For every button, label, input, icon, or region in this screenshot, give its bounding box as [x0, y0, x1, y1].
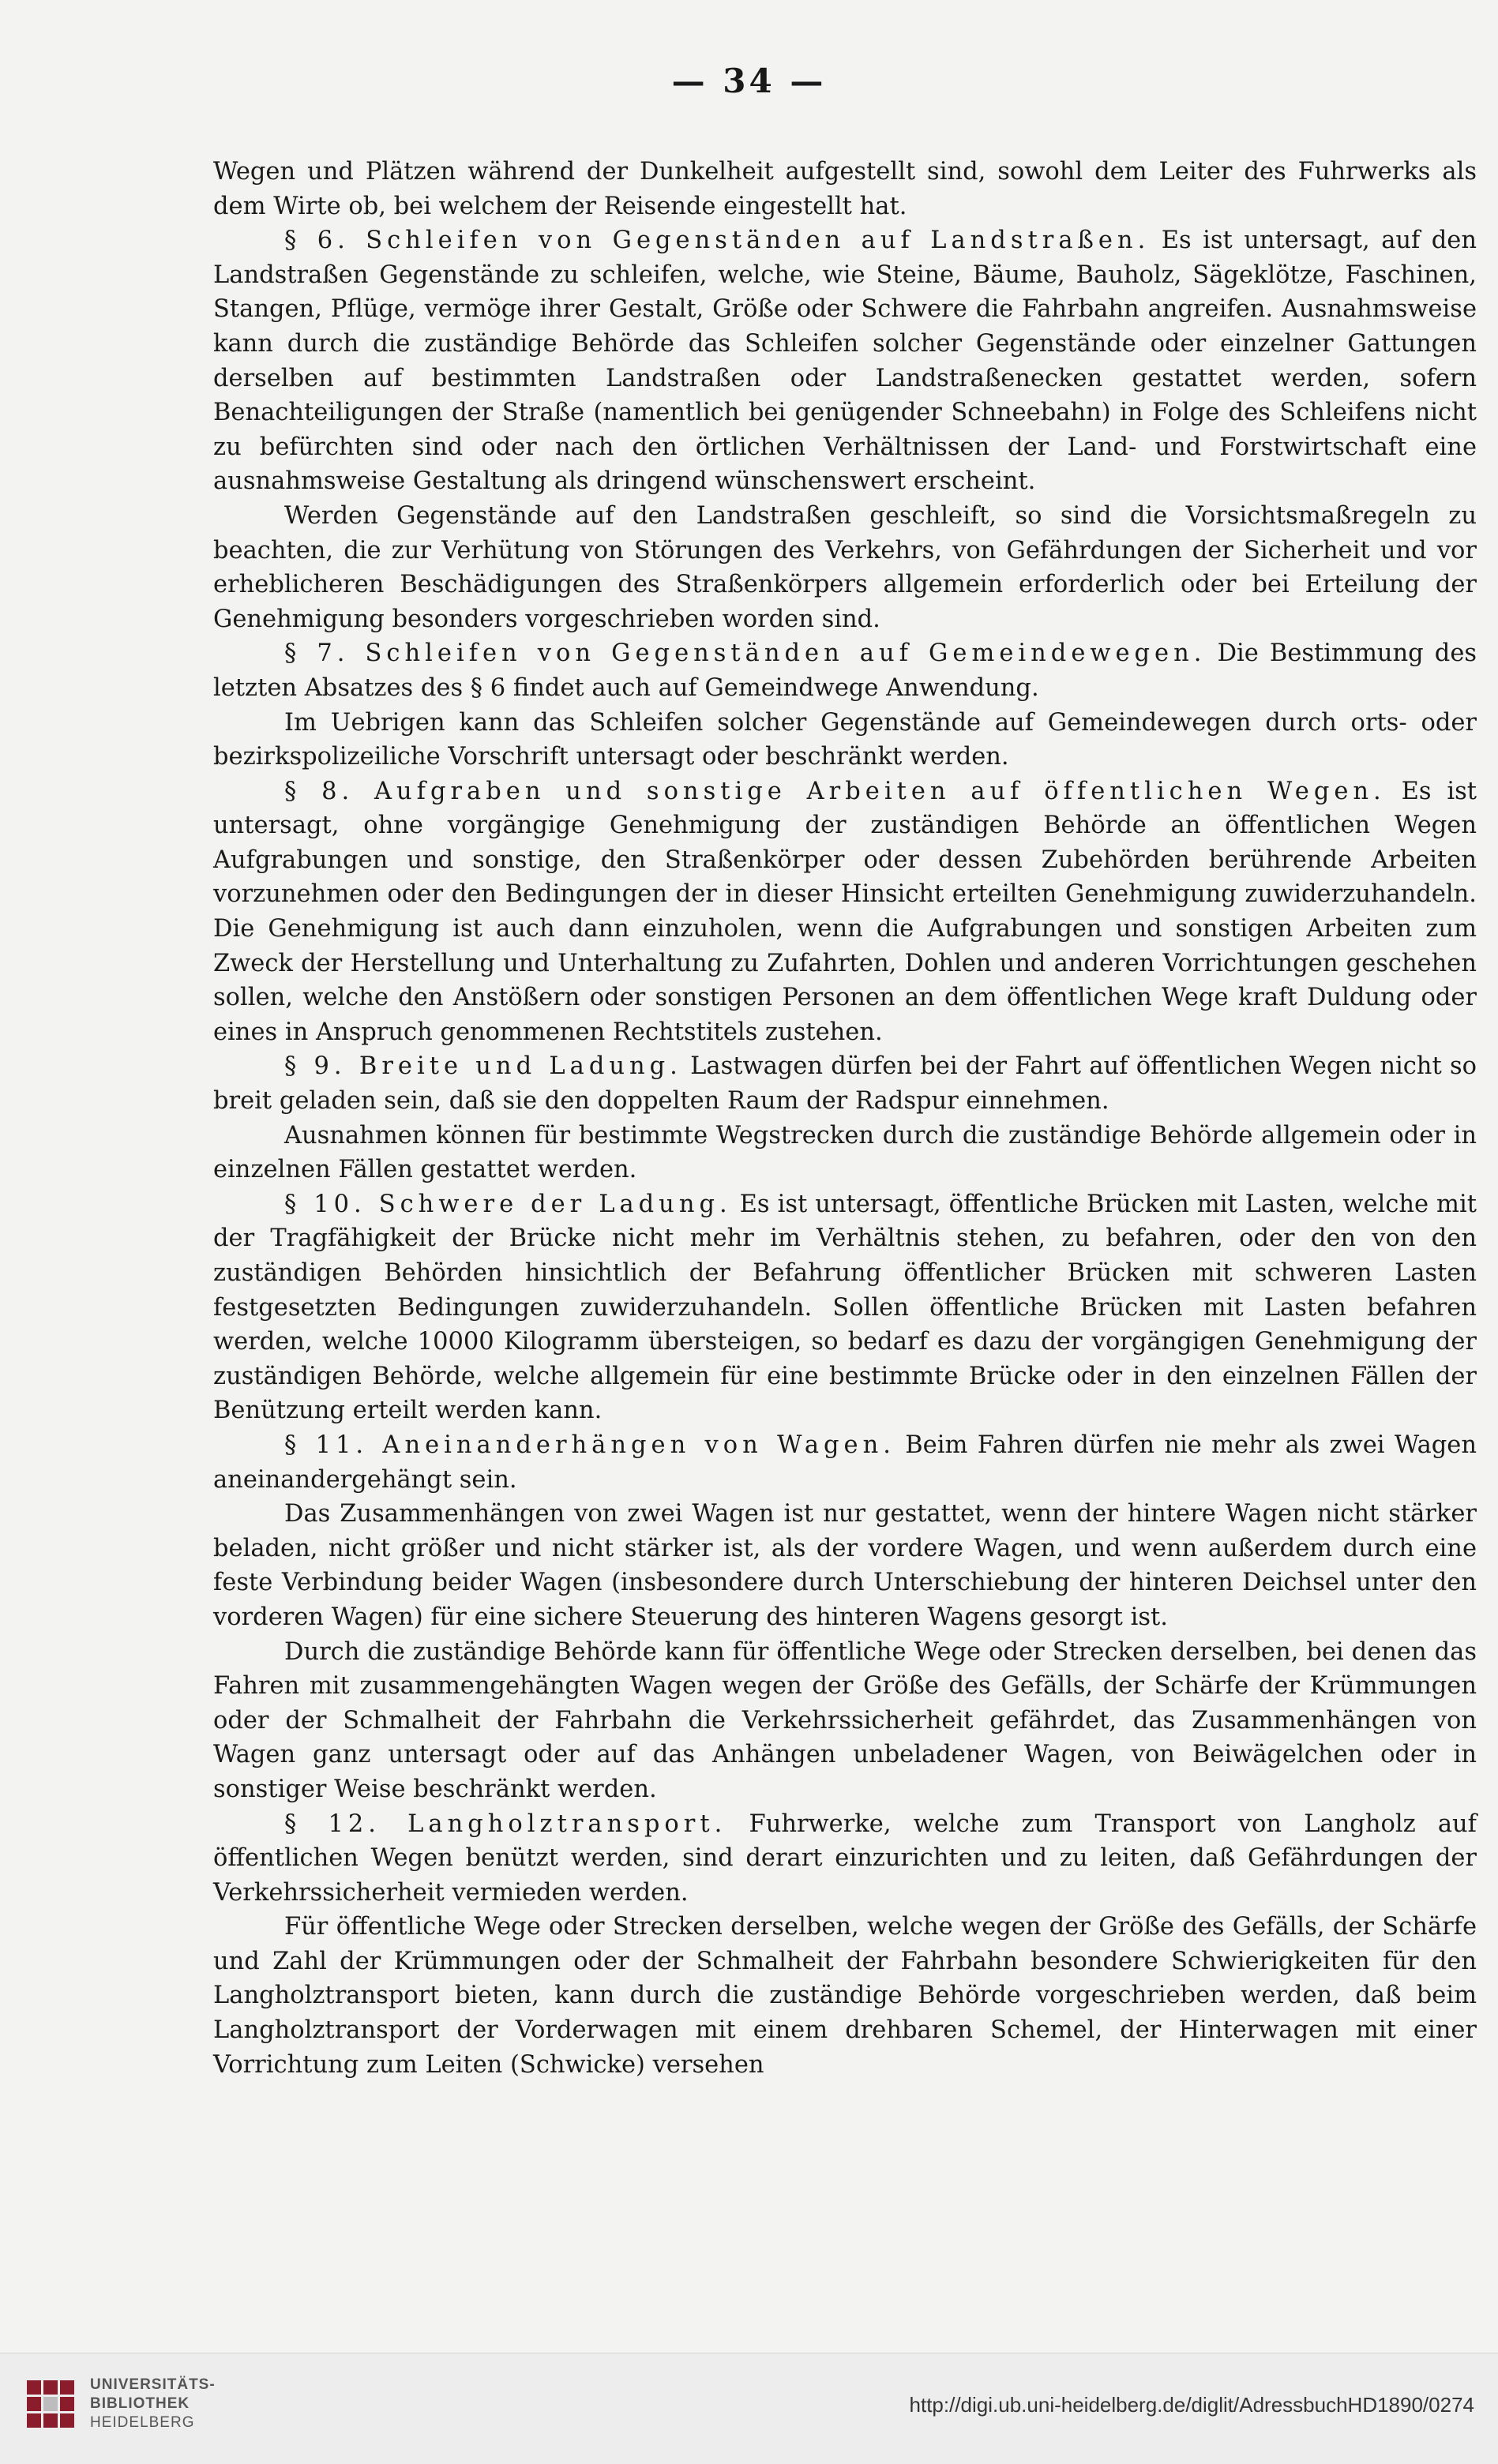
paragraph	[213, 774, 1477, 1050]
paragraph-text: Im Uebrigen kann das Schleifen solcher Gegenstände auf Gemeindewegen durch orts- oder bezirkspolizeiliche Vorschrift untersagt oder beschränkt werden.	[213, 708, 1477, 771]
paragraph-text: Durch die zuständige Behörde kann für öffentliche Wege oder Strecken derselben, bei denen das Fahren mit zusammengehängten Wagen wegen der Größe des Gefälls, der Schärfe der Krümmungen oder der Schmalheit der Fahrbahn die Verkehrssicherheit gefährdet, das Zusammenhängen von Wagen ganz untersagt oder auf das Anhängen unbeladener Wagen, von Beiwägelchen oder in sonstiger Weise beschränkt werden.	[213, 1637, 1477, 1803]
paragraph	[213, 1635, 1477, 1807]
permalink-url[interactable]: http://digi.ub.uni-heidelberg.de/diglit/AdressbuchHD1890/0274	[909, 2393, 1474, 2417]
paragraph-text: Wegen und Plätzen während der Dunkelheit aufgestellt sind, sowohl dem Leiter des Fuhrwerks als dem Wirte ob, bei welchem der Reisende eingestellt hat.	[213, 158, 1477, 220]
paragraph	[213, 1049, 1477, 1118]
paragraph	[213, 636, 1477, 705]
paragraph	[213, 155, 1477, 223]
library-name	[90, 2376, 216, 2432]
paragraph	[213, 1428, 1477, 1497]
library-logo[interactable]	[24, 2376, 216, 2432]
section-heading: § 8. Aufgraben und sonstige Arbeiten auf öffentlichen Wegen.	[284, 777, 1386, 805]
paragraph-text: Ausnahmen können für bestimmte Wegstrecken durch die zuständige Behörde allgemein oder in einzelnen Fällen gestattet werden.	[213, 1121, 1477, 1184]
library-name-line1: UNIVERSITÄTS-	[90, 2376, 216, 2393]
page-number: — 34 —	[671, 62, 827, 100]
library-name-line3: HEIDELBERG	[90, 2414, 195, 2431]
section-heading: § 12. Langholztransport.	[284, 1810, 727, 1838]
paragraph	[213, 1807, 1477, 1911]
section-heading: § 9. Breite und Ladung.	[284, 1052, 682, 1081]
paragraph-text: Lastwagen dürfen bei der Fahrt auf öffentlichen Wegen nicht so breit geladen sein, daß sie den doppelten Raum der Radspur einnehmen.	[213, 1052, 1477, 1116]
paragraph-text: Das Zusammenhängen von zwei Wagen ist nur gestattet, wenn der hintere Wagen nicht stärker beladen, nicht größer und nicht stärker ist, als der vordere Wagen, und wenn außerdem durch eine feste Verbindung beider Wagen (insbesondere durch Unterschiebung der hinteren Deichsel unter den vorderen Wagen) für eine sichere Steuerung des hinteren Wagens gesorgt ist.	[213, 1500, 1477, 1631]
paragraph-text: Es ist untersagt, öffentliche Brücken mit Lasten, welche mit der Tragfähigkeit der Brücke nicht mehr im Verhältnis stehen, zu befahren, oder den von den zuständigen Behörden hinsichtlich der Befahrung öffentlicher Brücken mit schweren Lasten festgesetzten Bedingungen zuwiderzuhandeln. Sollen öffentliche Brücken mit Lasten befahren werden, welche 10000 Kilogramm übersteigen, so bedarf es dazu der vorgängigen Genehmigung der zuständigen Behörde, welche allgemein für eine bestimmte Brücke oder in den einzelnen Fällen der Benützung erteilt werden kann.	[213, 1190, 1477, 1425]
section-heading: § 11. Aneinanderhängen von Wagen.	[284, 1431, 895, 1459]
paragraph	[213, 1910, 1477, 2082]
paragraph	[213, 706, 1477, 774]
paragraph-text: Beim Fahren dürfen nie mehr als zwei Wagen aneinandergehängt sein.	[213, 1431, 1477, 1494]
paragraph	[213, 1187, 1477, 1428]
paragraph-text: Die Bestimmung des letzten Absatzes des § 6 findet auch auf Gemeindwege Anwendung.	[213, 639, 1477, 702]
paragraph	[213, 499, 1477, 636]
section-heading: § 6. Schleifen von Gegenständen auf Landstraßen.	[284, 227, 1151, 255]
paragraph-text: Für öffentliche Wege oder Strecken derselben, welche wegen der Größe des Gefälls, der Schärfe und Zahl der Krümmungen oder der Schmalheit der Fahrbahn besondere Schwierigkeiten für den Langholztransport bieten, kann durch die zuständige Behörde vorgeschrieben werden, daß beim Langholztransport der Vorderwagen mit einem drehbaren Schemel, der Hinterwagen mit einer Vorrichtung zum Leiten (Schwicke) versehen	[213, 1913, 1477, 2079]
library-name-line2: BIBLIOTHEK	[90, 2395, 190, 2412]
paragraph	[213, 223, 1477, 499]
paragraph-text: Fuhrwerke, welche zum Transport von Langholz auf öffentlichen Wegen benützt werden, sind derart einzurichten und zu leiten, daß Gefährdungen der Verkehrssicherheit vermieden werden.	[213, 1810, 1477, 1907]
section-heading: § 7. Schleifen von Gegenständen auf Gemeindewegen.	[284, 639, 1207, 668]
paragraph-text: Es ist untersagt, auf den Landstraßen Gegenstände zu schleifen, welche, wie Steine, Bäume, Bauholz, Sägeklötze, Faschinen, Stangen, Pflüge, vermöge ihrer Gestalt, Größe oder Schwere die Fahrbahn angreifen. Ausnahmsweise kann durch die zuständige Behörde das Schleifen solcher Gegenstände oder einzelner Gattungen derselben auf bestimmten Landstraßen oder Landstraßenecken gestattet werden, sofern Benachteiligungen der Straße (namentlich bei genügender Schneebahn) in Folge des Schleifens nicht zu befürchten sind oder nach den örtlichen Verhältnissen der Land- und Forstwirtschaft eine ausnahmsweise Gestaltung als dringend wünschenswert erscheint.	[213, 227, 1477, 496]
paragraph	[213, 1497, 1477, 1634]
body-text	[213, 155, 1477, 2082]
library-footer	[0, 2353, 1498, 2464]
library-seal-icon	[24, 2377, 77, 2431]
paragraph-text: Es ist untersagt, ohne vorgängige Genehmigung der zuständigen Behörde an öffentlichen Wegen Aufgrabungen und sonstige, den Straßenkörper oder dessen Zubehörden berührende Arbeiten vorzunehmen oder den Bedingungen der in dieser Hinsicht erteilten Genehmigung zuwiderzuhandeln. Die Genehmigung ist auch dann einzuholen, wenn die Aufgrabungen und sonstigen Arbeiten zum Zweck der Herstellung und Unterhaltung zu Zufahrten, Dohlen und anderen Vorrichtungen geschehen sollen, welche den Anstößern oder sonstigen Personen an dem öffentlichen Wege kraft Duldung oder eines in Anspruch genommenen Rechtstitels zustehen.	[213, 777, 1477, 1046]
paragraph	[213, 1119, 1477, 1187]
section-heading: § 10. Schwere der Ladung.	[284, 1190, 732, 1218]
paragraph-text: Werden Gegenstände auf den Landstraßen geschleift, so sind die Vorsichtsmaßregeln zu beachten, die zur Verhütung von Störungen des Verkehrs, von Gefährdungen der Sicherheit und vor erheblicheren Beschädigungen des Straßenkörpers allgemein erforderlich oder bei Erteilung der Genehmigung besonders vorgeschrieben worden sind.	[213, 501, 1477, 633]
